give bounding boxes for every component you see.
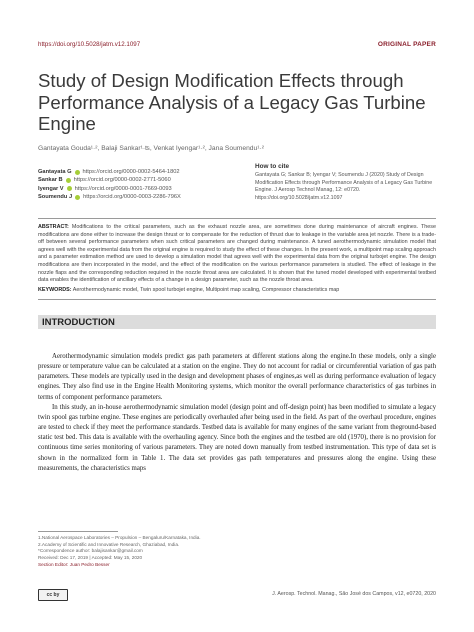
doi-link[interactable]: https://doi.org/10.5028/jatm.v12.1097 <box>38 41 141 48</box>
section-heading-bar <box>38 315 436 329</box>
paragraph: In this study, an in-house aerothermodynamic simulation model (design point and off-design point) has been modified to simulate a legacy twin spool gas turbine engine. These engines are periodically overhauled after being used in the field. As part of the overhaul procedure, engines are tested to check if they meet the performance standards. Testbed data is available for many engines of the same variant from theground-based static test bed. This data is available with the overhauling agency. Since both the engines and the testbed are old (1970), there is no provision for continuous time series monitoring of various parameters. They are noted down manually from testbed instrumentation. This type of data set is shown in the normalized form in Table 1. The data set provides gas path temperatures and pressures along the engine. Using these measurements, the characteristics maps <box>38 403 436 472</box>
footnote-divider <box>38 531 118 532</box>
abstract-label: ABSTRACT: <box>38 224 69 230</box>
author-list: Gantayata Gouda¹·², Balaji Sankar¹·ʦ, Venkat Iyengar¹·², Jana Soumendu¹·² <box>38 145 264 152</box>
section-editor: Section Editor: Juan Pedro Besser <box>38 561 110 567</box>
orcid-icon <box>75 170 80 175</box>
paragraph: Aerothermodynamic simulation models predict gas path parameters at different stations along the engine.In these models, only a single pressure or temperature value can be calculated at a station on the engine. They do not account for radial or circumferential variation of gas path parameters. These models are typically used in the design and development phases of engines,as well as during performance evaluation of legacy engines. They also find use in the Engine Health Monitoring systems, which monitor the overall performance characteristics of gas turbines in terms of component performance parameters. <box>38 353 436 401</box>
orcid-icon <box>66 178 71 183</box>
footnotes <box>38 535 298 569</box>
orcid-author-name: Gantayata G <box>38 169 72 175</box>
keywords-text: Aerothermodynamic model, Twin spool turbojet engine, Multipoint map scaling, Compressor characteristics map <box>72 287 340 293</box>
section-heading: INTRODUCTION <box>42 317 115 328</box>
orcid-link[interactable]: https://orcid.org/0000-0003-2286-796X <box>83 193 181 200</box>
received-accepted: Received: Dec 17, 2019 | Accepted: May 15, 2020 <box>38 555 143 561</box>
divider <box>38 218 436 219</box>
orcid-row <box>38 185 248 193</box>
how-to-cite-text: Gantayata G; Sankar B; Iyengar V; Soumendu J (2020) Study of Design Modification Effects through Performance Analysis of a Legacy Gas Turbine Engine. J Aerosp Technol Manag, 12: e0720. https://doi.org/10.5028/jatm.v12.1097 <box>255 172 433 201</box>
orcid-link[interactable]: https://orcid.org/0000-0002-2771-5060 <box>73 177 171 184</box>
orcid-row <box>38 193 248 201</box>
how-to-cite-heading: How to cite <box>255 163 290 170</box>
orcid-link[interactable]: https://orcid.org/0000-0001-7669-0093 <box>74 185 172 192</box>
cc-license-icon[interactable] <box>38 589 68 601</box>
article-type-tag: ORIGINAL PAPER <box>377 41 436 48</box>
orcid-row <box>38 176 248 184</box>
orcid-author-name: Soumendu J <box>38 193 73 200</box>
abstract <box>38 224 436 285</box>
affiliation-1: 1.National Aerospace Laboratories – Propulsion – Bengaluru/Karnataka, India. <box>38 535 201 540</box>
orcid-row <box>38 168 248 176</box>
paper-title: Study of Design Modification Effects through Performance Analysis of a Legacy Gas Turbine Engine <box>38 70 426 134</box>
orcid-icon <box>67 186 72 191</box>
cc-license-label: cc by <box>46 592 60 598</box>
keywords-label: KEYWORDS: <box>38 287 72 293</box>
divider <box>38 299 436 300</box>
orcid-author-name: Sankar B <box>38 177 63 184</box>
orcid-list <box>38 168 248 201</box>
abstract-text: Modifications to the critical parameters, such as the exhaust nozzle area, are sometimes done during maintenance of aircraft engines. These modifications are done either to increase the design thrust or to compensate for the reduction of thrust due to leakage in the variable area jet nozzle. There is a trade-off between several performance parameters when such critical parameters are changed during maintenance. A tuned aerothermodynamic simulation model that agrees well with the experimental data from the original engine is required to study the effect of these changes. In the present work, a multipoint map scaling approach and a parameter estimation method are used to develop a simulation model that agrees well with the experimental data from the original turbojet engine. The design modifications are then incorporated in the model, and the effect of the modification on the various performance parameters is studied. The effect of leakage in the nozzle flaps and the corresponding reduction required in the nozzle throat area are calculated. It is shown that the tuned model developed with experimental testbed data enables the identification of ancillary effects of a change in a design parameter, such as the nozzle throat area. <box>38 224 437 284</box>
keywords <box>38 287 436 293</box>
orcid-link[interactable]: https://orcid.org/0000-0002-5464-1802 <box>82 169 180 175</box>
body-text <box>38 352 436 474</box>
affiliation-2: 2.Academy of Scientific and Innovative Research, Ghaziabad, India. <box>38 541 180 547</box>
orcid-icon <box>75 195 80 200</box>
journal-footer: J. Aerosp. Technol. Manag., São José dos Campos, v12, e0720, 2020 <box>272 591 436 597</box>
orcid-author-name: Iyengar V <box>38 185 64 192</box>
correspondence: *Correspondence author: balajisankar@gmail.com <box>38 548 143 554</box>
